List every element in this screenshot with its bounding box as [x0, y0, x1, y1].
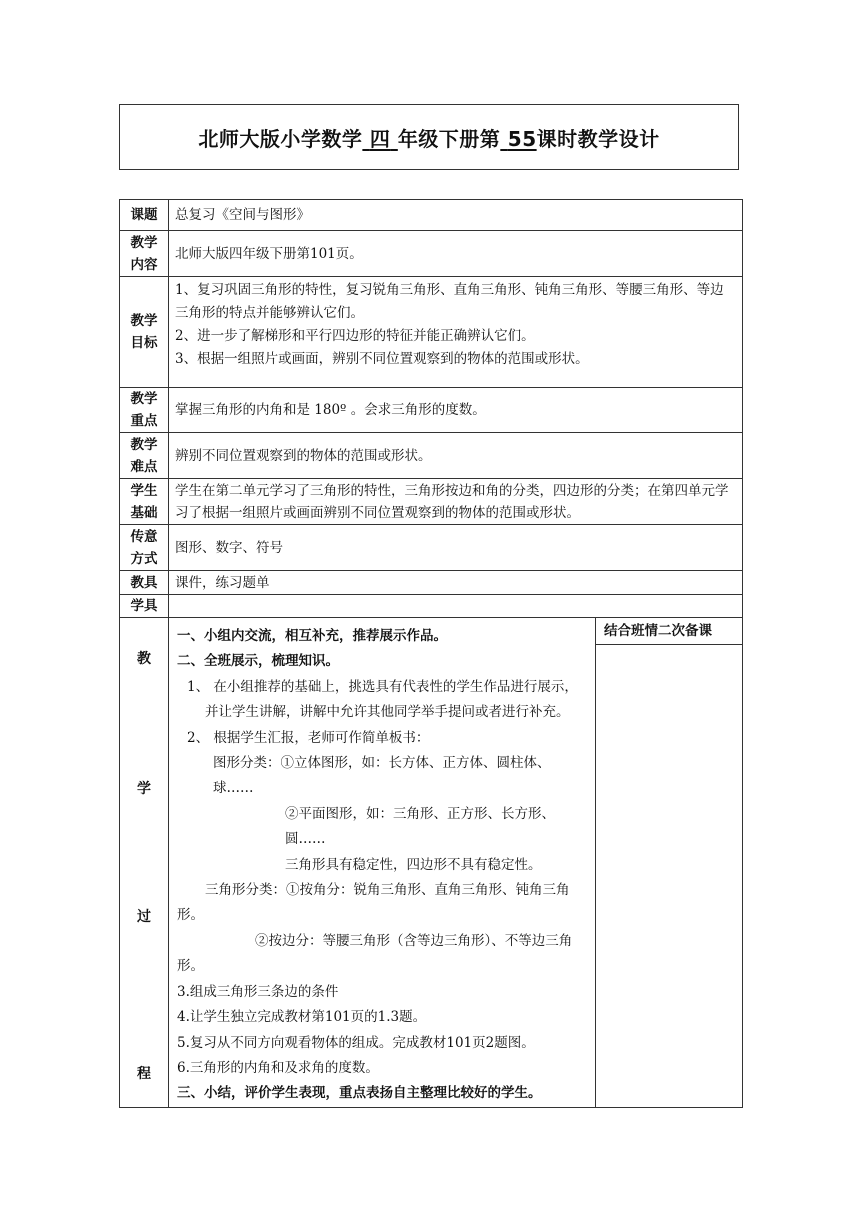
- content-label: 教学 内容: [120, 231, 169, 277]
- objectives-label: 教学 目标: [120, 277, 169, 388]
- objective-item: 1、复习巩固三角形的特性，复习锐角三角形、直角三角形、钝角三角形、等腰三角形、等边三角形的特点并能够辨认它们。: [175, 282, 724, 321]
- row-student-tools: [120, 595, 743, 618]
- method-value: 图形、数字、符号: [169, 525, 743, 571]
- process-line: 形。: [177, 958, 204, 975]
- process-line: 4.让学生独立完成教材第101页的1.3题。: [177, 1009, 427, 1026]
- row-difficulty: [120, 433, 743, 479]
- row-content: [120, 231, 743, 277]
- process-line: 三角形分类：①按角分：锐角三角形、直角三角形、钝角三角: [205, 882, 570, 899]
- title-lesson: 55: [507, 126, 537, 151]
- process-label-char: 教: [137, 651, 151, 667]
- process-label-char: 程: [137, 1066, 151, 1082]
- title-prefix: 北师大版小学数学: [198, 126, 363, 151]
- objective-item: 2、进一步了解梯形和平行四边形的特征并能正确辨认它们。: [175, 328, 535, 344]
- method-label: 传意 方式: [120, 525, 169, 571]
- process-line: ②平面图形，如：三角形、正方形、长方形、圆……: [285, 805, 555, 848]
- content-value: 北师大版四年级下册第101页。: [169, 231, 743, 277]
- process-label-char: 过: [137, 909, 151, 925]
- title-suffix: 课时教学设计: [536, 126, 660, 151]
- tools-label: 教具: [120, 571, 169, 595]
- process-line: ②按边分：等腰三角形（含等边三角形）、不等边三角: [255, 932, 573, 949]
- page-title: [198, 123, 659, 152]
- process-line: 二、全班展示，梳理知识。: [177, 653, 339, 670]
- title-box: [119, 104, 739, 170]
- basis-label: 学生 基础: [120, 479, 169, 525]
- process-line: 3.组成三角形三条边的条件: [177, 983, 339, 1000]
- process-line: 2、 根据学生汇报，老师可作简单板书：: [187, 729, 430, 746]
- process-line: 并让学生讲解，讲解中允许其他同学举手提问或者进行补充。: [205, 704, 570, 721]
- student-tools-value: [169, 595, 743, 618]
- topic-value: 总复习《空间与图形》: [169, 200, 743, 231]
- process-line: 一、小组内交流，相互补充，推荐展示作品。: [177, 628, 447, 644]
- row-basis: [120, 479, 743, 525]
- objectives-value: [169, 277, 743, 388]
- row-process: [120, 618, 743, 1108]
- process-label-char: 学: [137, 781, 151, 797]
- row-method: [120, 525, 743, 571]
- topic-label: 课题: [120, 200, 169, 231]
- title-middle: 年级下册第: [397, 126, 501, 151]
- key-point-label: 教学 重点: [120, 388, 169, 433]
- row-key-point: [120, 388, 743, 433]
- secondary-prep-column: [596, 618, 743, 1108]
- row-objectives: [120, 277, 743, 388]
- tools-value: 课件，练习题单: [169, 571, 743, 595]
- difficulty-label: 教学 难点: [120, 433, 169, 479]
- process-line: 1、 在小组推荐的基础上，挑选具有代表性的学生作品进行展示，: [187, 678, 578, 695]
- lesson-plan-table: [119, 199, 743, 1108]
- process-line: 6.三角形的内角和及求角的度数。: [177, 1059, 379, 1076]
- process-content: [169, 618, 596, 1108]
- secondary-prep-header: 结合班情二次备课: [596, 618, 742, 645]
- row-topic: [120, 200, 743, 231]
- title-grade: 四: [369, 126, 391, 151]
- objective-item: 3、根据一组照片或画面，辨别不同位置观察到的物体的范围或形状。: [175, 351, 589, 367]
- basis-value: 学生在第二单元学习了三角形的特性，三角形按边和角的分类，四边形的分类；在第四单元学习了根据一组照片或画面辨别不同位置观察到的物体的范围或形状。: [169, 479, 743, 525]
- difficulty-value: 辨别不同位置观察到的物体的范围或形状。: [169, 433, 743, 479]
- key-point-value: 掌握三角形的内角和是 180º 。会求三角形的度数。: [169, 388, 743, 433]
- student-tools-label: 学具: [120, 595, 169, 618]
- row-tools: [120, 571, 743, 595]
- process-line: 5.复习从不同方向观看物体的组成。完成教材101页2题图。: [177, 1034, 535, 1051]
- process-line: 形。: [177, 907, 204, 924]
- process-label: [120, 618, 169, 1108]
- process-line: 三、小结，评价学生表现，重点表扬自主整理比较好的学生。: [177, 1085, 542, 1102]
- process-line: 三角形具有稳定性，四边形不具有稳定性。: [285, 856, 542, 873]
- process-line: 图形分类：①立体图形，如：长方体、正方体、圆柱体、球……: [213, 755, 551, 797]
